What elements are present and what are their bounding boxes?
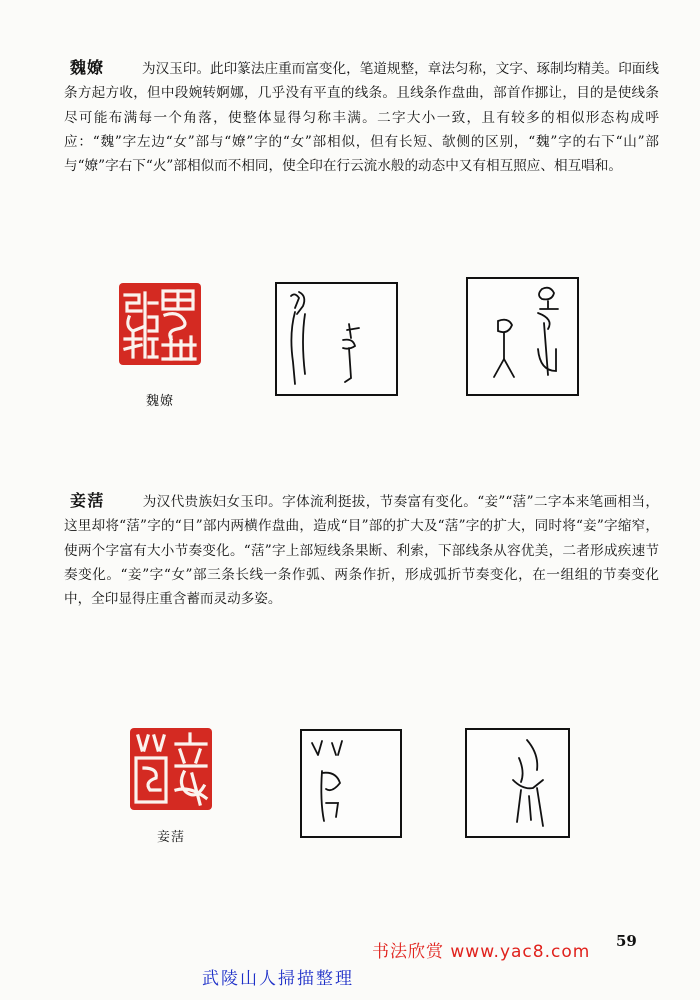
seal-line-sketch (300, 729, 402, 838)
seal-impression-red (130, 728, 212, 810)
section-qieguo (64, 489, 659, 611)
seal-caption: 魏嫽 (145, 394, 174, 409)
scanner-credit: 武陵山人掃描整理 (202, 969, 354, 989)
seal-impression-red (119, 283, 201, 365)
seal-caption: 妾萿 (156, 830, 185, 845)
seal-line-sketch (466, 277, 579, 396)
section-body: 为汉代贵族妇女玉印。字体流利挺拔，节奏富有变化。“妾”“萿”二字本来笔画相当，这里却将“萿”字的“目”部内两横作盘曲，造成“目”部的扩大及“萿”字的扩大，同时将“妾”字缩窄，使两个字富有大小节奏变化。“萿”字上部短线条果断、利索，下部线条从容优美，二者形成疾速节奏变化。“妾”字“女”部三条长线一条作弧、两条作折，形成弧折节奏变化，在一组组的节奏变化中，全印显得庄重含蓄而灵动多姿。 (64, 494, 659, 608)
seal-line-sketch (465, 728, 570, 838)
section-weiliao (64, 56, 659, 178)
site-watermark: 书法欣赏 www.yac8.com (372, 942, 591, 962)
seal-line-sketch (275, 282, 398, 396)
page-number: 59 (616, 932, 637, 950)
section-title: 魏嫽 (70, 58, 105, 77)
section-body: 为汉玉印。此印篆法庄重而富变化，笔道规整，章法匀称，文字、琢制均精美。印面线条方起方收，但中段婉转婀娜，几乎没有平直的线条。且线条作盘曲，部首作挪让，目的是使线条尽可能布满每一个角落，使整体显得匀称丰满。二字大小一致，且有较多的相似形态构成呼应：“魏”字左边“女”部与“嫽”字的“女”部相似，但有长短、欹侧的区别，“魏”字的右下“山”部与“嫽”字右下“火”部相似而不相同，使全印在行云流水般的动态中又有相互照应、相互唱和。 (64, 61, 659, 175)
section-title: 妾萿 (70, 491, 105, 510)
